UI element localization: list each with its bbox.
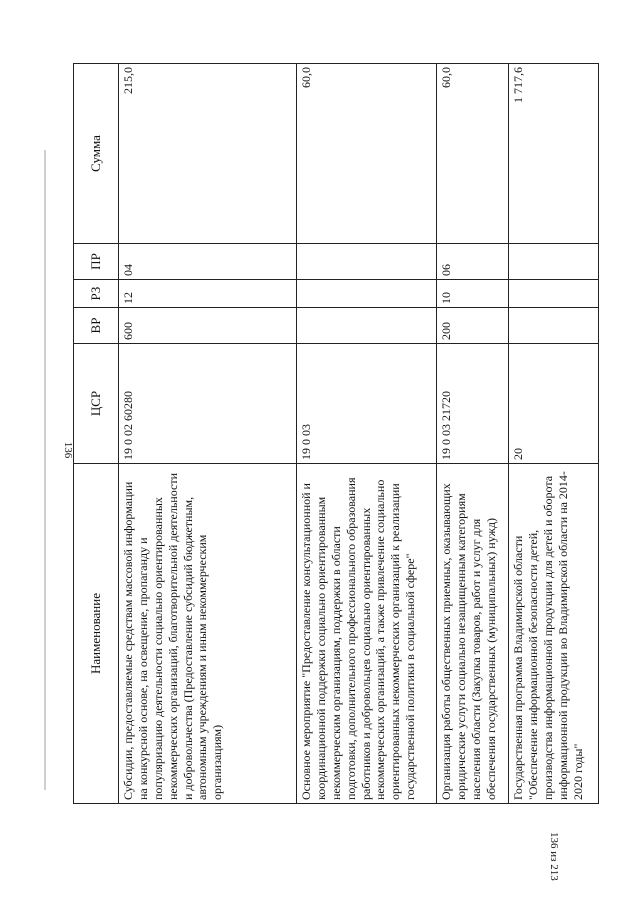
- cell-sum: 60,0: [437, 64, 509, 244]
- table-header-row: [74, 64, 119, 804]
- cell-vr: 600: [119, 308, 297, 344]
- page-number: 136: [62, 441, 74, 459]
- page-footer: 136 из 213: [548, 832, 560, 881]
- cell-rz: [297, 280, 437, 308]
- cell-pr: 06: [437, 244, 509, 280]
- cell-name: Государственная программа Владимирской области "Обеспечение информационной безопасности детей, производства информационной продукции для детей и оборота информационной продукции во Владимирской области на 2014-2020 годы": [509, 464, 599, 804]
- rotated-page: [73, 64, 585, 804]
- cell-rz: 12: [119, 280, 297, 308]
- header-name: Наименование: [74, 464, 119, 804]
- cell-name: Организация работы общественных приемных, оказывающих юридические услуги социально незащищенным категориям населения области (Закупка товаров, работ и услуг для обеспечения государственных (муниципальных) нужд): [437, 464, 509, 804]
- cell-rz: 10: [437, 280, 509, 308]
- cell-pr: 04: [119, 244, 297, 280]
- header-csr: ЦСР: [74, 344, 119, 464]
- cell-csr: 20: [509, 344, 599, 464]
- cell-rz: [509, 280, 599, 308]
- cell-name: Основное мероприятие "Предоставление консультационной и координационной поддержки социально ориентированным некоммерческим организациям, поддержки в области подготовки, дополнительного профессионального образования работников и добровольцев социально ориентированных некоммерческих организаций, а также привлечение социально ориентированных некоммерческих организаций к реализации государственной политики в социальной сфере": [297, 464, 437, 804]
- header-rz: РЗ: [74, 280, 119, 308]
- cell-vr: [297, 308, 437, 344]
- cell-sum: 60,0: [297, 64, 437, 244]
- table-row: [509, 64, 599, 804]
- table-row: [119, 64, 297, 804]
- cell-sum: 1 717,6: [509, 64, 599, 244]
- cell-pr: [509, 244, 599, 280]
- header-pr: ПР: [74, 244, 119, 280]
- header-vr: ВР: [74, 308, 119, 344]
- table-row: [437, 64, 509, 804]
- header-sum: Сумма: [74, 64, 119, 244]
- cell-csr: 19 0 03 21720: [437, 344, 509, 464]
- cell-csr: 19 0 02 60280: [119, 344, 297, 464]
- cell-vr: [509, 308, 599, 344]
- table-row: [297, 64, 437, 804]
- cell-vr: 200: [437, 308, 509, 344]
- cell-pr: [297, 244, 437, 280]
- cell-name: Субсидии, предоставляемые средствам массовой информации на конкурсной основе, на освещение, пропаганду и популяризацию деятельности социально ориентированных некоммерческих организаций, благотворительной деятельности и добровольчества (Предоставление субсидий бюджетным, автономным учреждениям и иным некоммерческим организациям): [119, 464, 297, 804]
- budget-table: [73, 63, 599, 804]
- scan-edge: [44, 150, 46, 790]
- cell-sum: 215,0: [119, 64, 297, 244]
- cell-csr: 19 0 03: [297, 344, 437, 464]
